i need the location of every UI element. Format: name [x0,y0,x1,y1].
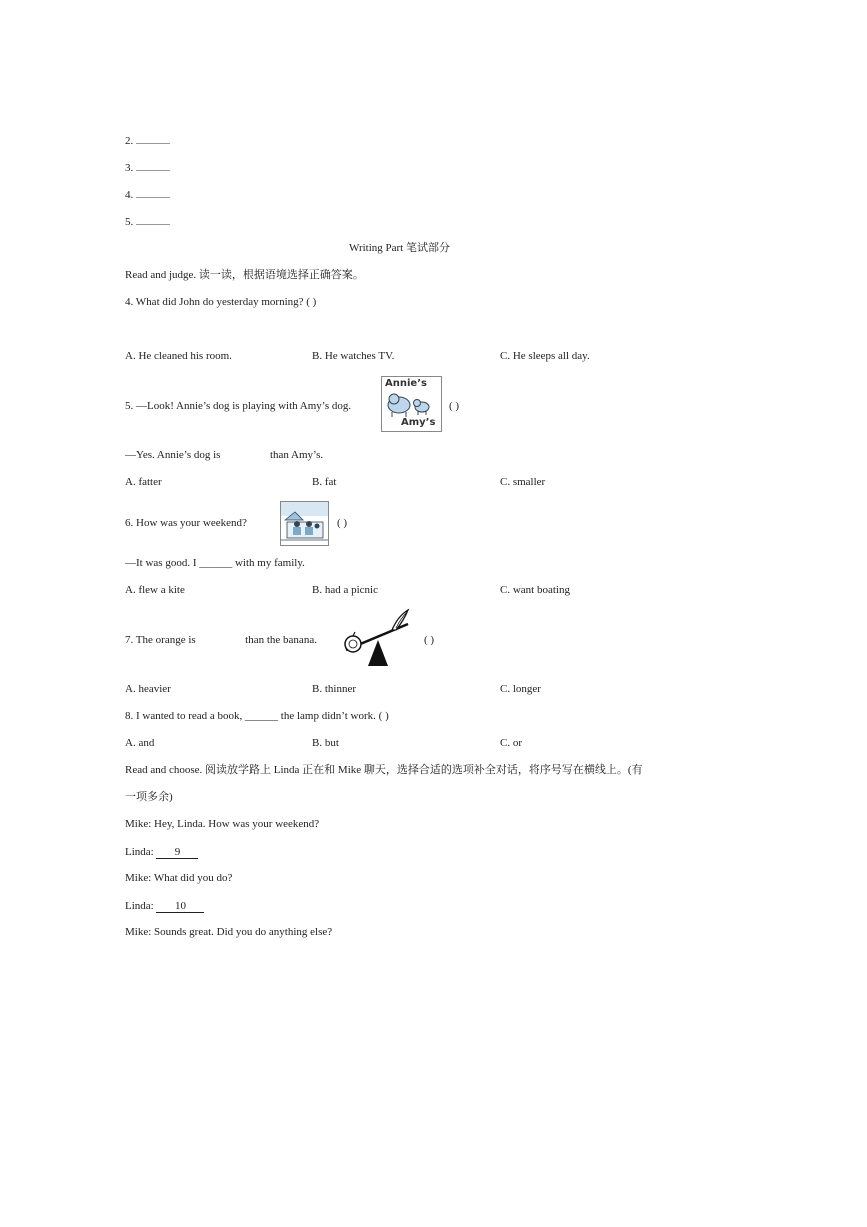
blank-line [136,214,170,225]
q7-answer-parens: ( ) [424,634,435,646]
question-8: 8. I wanted to read a book, ______ the lamp didn’t work. ( ) [125,710,389,722]
q7-option-b: B. thinner [312,683,356,695]
q6-option-a: A. flew a kite [125,584,185,596]
blank-number: 5. [125,216,134,228]
speaker-label: Linda: [125,900,154,912]
annies-label: Annie’s [385,378,427,389]
question-7 [125,633,317,647]
question-6: 6. How was your weekend? [125,517,247,529]
blank-number: 4. [125,189,134,201]
blank-number: 2. [125,135,134,147]
answer-blank-4 [125,187,170,202]
blank-line [136,187,170,198]
q5-answer-suffix: than Amy’s. [269,449,324,461]
q6-answer-parens: ( ) [337,517,348,529]
picnic-icon [281,502,328,545]
q7-prefix: 7. The orange is [125,634,196,646]
answer-blank-5 [125,214,170,229]
q4-option-a: A. He cleaned his room. [125,350,232,362]
q4-option-c: C. He sleeps all day. [500,350,590,362]
section-title: Writing Part 笔试部分 [349,242,450,254]
blank-line [136,160,170,171]
q7-option-a: A. heavier [125,683,171,695]
q5-option-a: A. fatter [125,476,162,488]
question-4: 4. What did John do yesterday morning? ( ) [125,296,317,308]
dialogue-line-5: Mike: Sounds great. Did you do anything else? [125,926,333,938]
q6-option-b: B. had a picnic [312,584,378,596]
read-and-judge-instruction: Read and judge. 读一读，根据语境选择正确答案。 [125,269,364,281]
dialogue-line-1: Mike: Hey, Linda. How was your weekend? [125,818,320,830]
dogs-picture [381,376,442,432]
blank-number: 3. [125,162,134,174]
q5-answer-prefix: —Yes. Annie’s dog is [125,449,221,461]
answer-blank-10: 10 [156,900,204,913]
q5-option-c: C. smaller [500,476,546,488]
answer-blank-3 [125,160,170,175]
q8-option-a: A. and [125,737,155,749]
read-and-choose-instruction-cont: 一项多余) [125,791,173,803]
speaker-label: Linda: [125,846,154,858]
answer-blank-9: 9 [156,846,198,859]
q7-option-c: C. longer [500,683,541,695]
q5-answer-parens: ( ) [449,400,460,412]
answer-blank-2 [125,133,170,148]
q6-answer-line: —It was good. I ______ with my family. [125,557,305,569]
seesaw-icon [340,608,415,668]
question-5: 5. —Look! Annie’s dog is playing with Amy’s dog. [125,400,352,412]
q7-suffix: than the banana. [245,634,317,646]
dialogue-line-3: Mike: What did you do? [125,872,233,884]
amys-label: Amy’s [401,417,436,428]
q5-answer-line [125,448,323,462]
q8-option-c: C. or [500,737,522,749]
q8-option-b: B. but [312,737,339,749]
blank-line [136,133,170,144]
dialogue-line-4 [125,899,204,913]
q4-option-b: B. He watches TV. [312,350,395,362]
q5-option-b: B. fat [312,476,337,488]
dialogue-line-2 [125,845,198,859]
read-and-choose-instruction: Read and choose. 阅读放学路上 Linda 正在和 Mike 聊天，选择合适的选项补全对话，将序号写在横线上。(有 [125,764,643,776]
q6-option-c: C. want boating [500,584,570,596]
picnic-picture [280,501,329,546]
